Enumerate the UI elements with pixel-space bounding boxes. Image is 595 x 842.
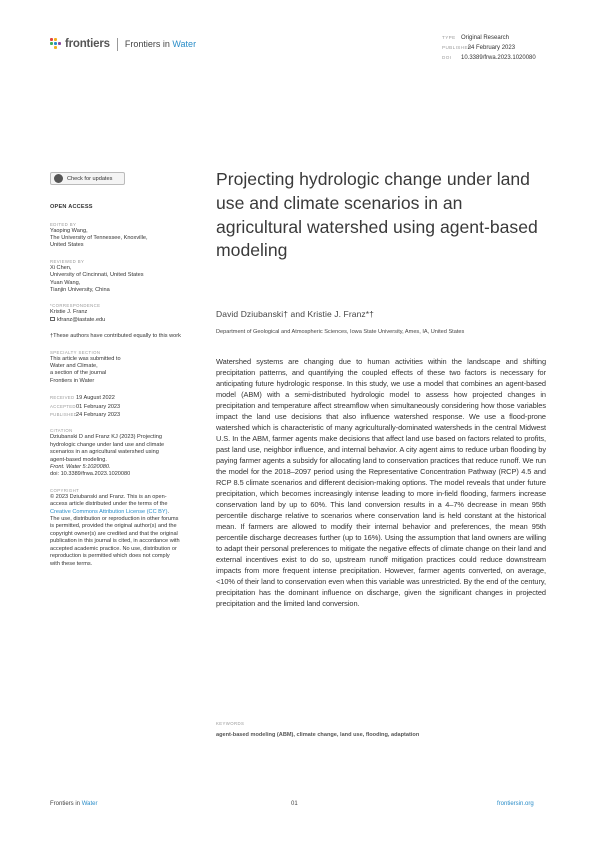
article-dates: RECEIVED 19 August 2022 ACCEPTED01 February 2023 PUBLISHED24 February 2023 — [50, 395, 121, 418]
article-meta: TYPE Original Research PUBLISHED 24 February 2023 DOI 10.3389/frwa.2023.1020080 — [442, 35, 536, 61]
sidebar: OPEN ACCESS EDITED BY Yaoping Wang, The University of Tennessee, Knoxville, United States REVIEWED BY Xi Chen, University of Cincinnati, United States Yuan Wang, Tianjin University, China *CORRESPONDENCE Kristie J. Franz kfranz@iastate.edu †These authors have contributed equally to this work SPECIALTY SECTION This article was submitted to Water and Climate, a section of the journal Frontiers in Water RECEIVED 19 August 2022 ACCEPTED01 February 2023 PUBLISHED24 February 2023 CITATION Dziubanski D and Franz KJ (2023) Projecting hydrologic change under land use and climate scenarios in an agricultural watershed using agent-based modeling. Front. Water 5:1020080. doi: 10.3389/frwa.2023.1020080 COPYRIGHT © 2023 Dziubanski and Franz. This is an open-access article distributed under the terms of the Creative Commons Attribution License (CC BY). The use, distribution or reproduction in other forums is permitted, provided the original author(s) and the copyright owner(s) are credited and that the original publication in this journal is cited, in accordance with accepted academic practice. No use, distribution or reproduction is permitted which does not comply with these terms. — [50, 204, 230, 568]
crossmark-icon — [54, 174, 63, 183]
footer-site-link[interactable]: frontiersin.org — [497, 801, 534, 807]
open-access-label: OPEN ACCESS — [50, 204, 93, 210]
article-title: Projecting hydrologic change under land use and climate scenarios in an agricultural watershed using agent-based modeling — [216, 169, 538, 261]
doi[interactable]: 10.3389/frwa.2023.1020080 — [461, 55, 536, 61]
email-icon — [50, 317, 55, 321]
article-authors: David Dziubanski† and Kristie J. Franz*† — [216, 309, 375, 319]
keywords: agent-based modeling (ABM), climate change, land use, flooding, adaptation — [216, 732, 420, 738]
email-link[interactable]: kfranz@iastate.edu — [57, 316, 106, 323]
edited-by: Yaoping Wang, The University of Tennessee, Knoxville, United States — [50, 227, 148, 249]
author-affiliation: Department of Geological and Atmospheric Sciences, Iowa State University, Ames, IA, United States — [216, 329, 465, 335]
journal-name: Frontiers in Water — [124, 39, 197, 49]
article-type: Original Research — [461, 35, 510, 41]
equal-contribution-note: †These authors have contributed equally to this work — [50, 333, 181, 340]
footer-journal: Frontiers in Water — [50, 801, 98, 807]
copyright: © 2023 Dziubanski and Franz. This is an open-access article distributed under the terms of the Creative Commons Attribution License (CC BY). The use, distribution or reproduction in other forums is permitted, provided the original author(s) and the copyright owner(s) are credited and that the original publication in this journal is cited, in accordance with accepted academic practice. No use, distribution or reproduction is permitted which does not comply with these terms. — [50, 493, 180, 567]
header-logo[interactable] — [50, 36, 196, 52]
specialty-section: This article was submitted to Water and Climate, a section of the journal Frontiers in Water — [50, 355, 121, 384]
reviewed-by: Xi Chen, University of Cincinnati, United States Yuan Wang, Tianjin University, China — [50, 264, 144, 293]
cc-license-link[interactable]: Creative Commons Attribution License (CC BY) — [50, 508, 168, 515]
abstract: Watershed systems are changing due to human activities within the landscape and shifting precipitation patterns, and quantifying the coupled effects of these two factors is necessary for anticipating future hydrologic response. In this study, we use a model that combines an agent-based model (ABM) with a semi-distributed hydrologic model to assess how projected changes in precipitation and temperature affect streamflow when simultaneously considering how those variables impact the land use decisions that also influence watershed response. We use a flood-prone watershed which is characteristic of many agriculturally-dominated watersheds in the central Midwest U.S. In the ABM, farmer agents make decisions that affect land use based on factors related to profits, past land use, neighbor influence, and internal behavior. A city agent aims to reduce urban flooding by paying farmer agents a subsidy for allocating land to conservation practices that reduce runoff. We run the model for the 2018–2097 period using the Representative Concentration Pathway (RCP) 4.5 and RCP 8.5 climate scenarios and different decision-making options. The model reveals that under future precipitation, which becomes increasingly intense leading to more in-field flooding, farmers increase conservation land by up to 60%. This land conversion results in a 4–7% decrease in mean 95th percentile discharge relative to scenarios where conservation land is held constant at the historical mean. If farmers are allowed to modify their internal behavior and preferences, the mean 95th percentile discharge decreases further (up to 16%). Using the assumption that land owners are willing to adapt their personal preferences to mitigate the negative effects of climate change on their land and external incentives exist to do so, upstream runoff mitigation practices could reduce downstream impacts from more frequent intense precipitation. However, farmer agents converted, on average, <10% of their land to conservation even when this variable was unrestricted. By the end of the century, precipitation has the dominant influence on discharge, given the significant changes in projected precipitation and the limited land conversion. — [216, 357, 546, 608]
check-updates-button[interactable]: Check for updates — [50, 172, 125, 185]
published-date: 24 February 2023 — [467, 45, 516, 51]
frontiers-logo-icon — [50, 38, 62, 50]
logo-divider — [117, 38, 118, 51]
citation: Dziubanski D and Franz KJ (2023) Projecting hydrologic change under land use and climate scenarios in an agricultural watershed using agent-based modeling. Front. Water 5:1020080. doi: 10.3389/frwa.2023.1020080 — [50, 434, 165, 478]
correspondence: Kristie J. Franz kfranz@iastate.edu — [50, 309, 106, 323]
page-number: 01 — [291, 801, 298, 807]
logo-wordmark: frontiers — [65, 38, 110, 50]
keywords-label: KEYWORDS — [216, 721, 245, 726]
